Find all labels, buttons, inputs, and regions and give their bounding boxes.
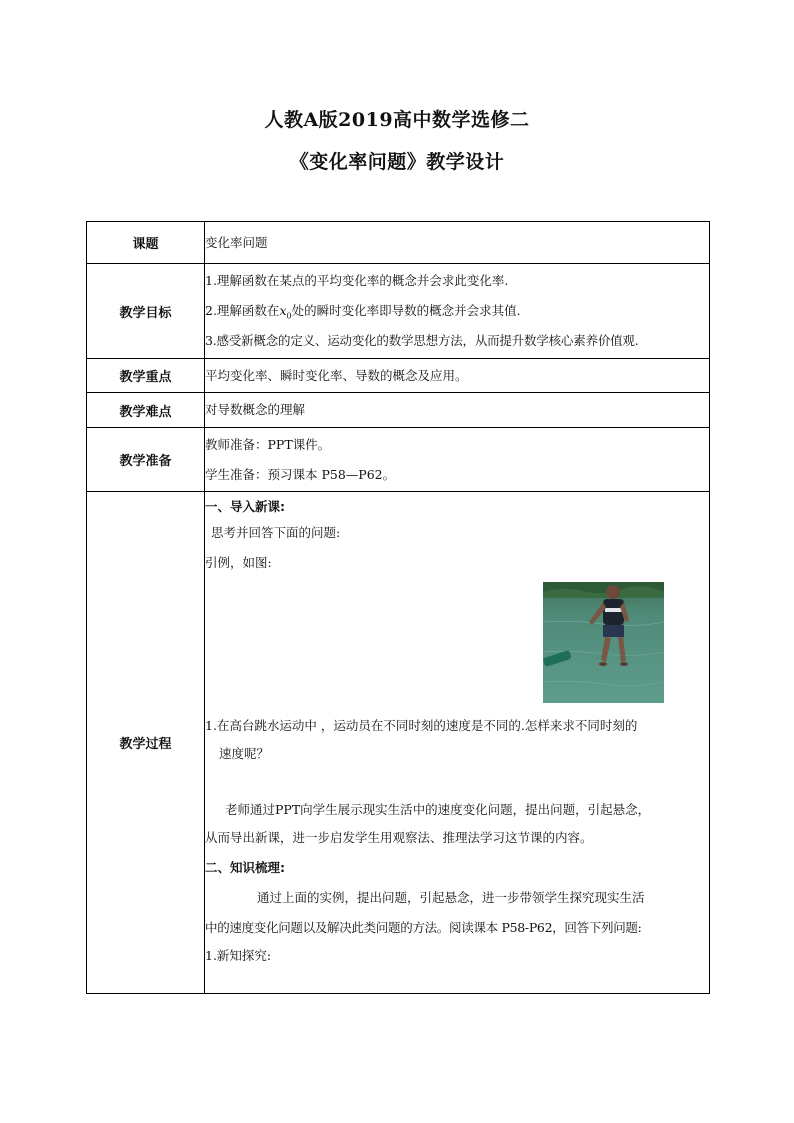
- paragraph-2-line-1: 通过上面的实例，提出问题，引起悬念，进一步带领学生探究现实生活: [257, 890, 645, 905]
- topic-label: 课题: [87, 222, 205, 264]
- process-content: [205, 492, 710, 994]
- prompt-text: 思考并回答下面的问题:: [211, 525, 341, 540]
- student-preparation: 学生准备：预习课本 P58—P62。: [205, 466, 396, 482]
- new-knowledge-item: 1.新知探究:: [205, 948, 272, 963]
- teacher-preparation: 教师准备：PPT课件。: [205, 436, 331, 452]
- lesson-plan-table: [86, 221, 710, 994]
- key-points-label: 教学重点: [87, 359, 205, 393]
- row-difficulty: [87, 393, 710, 428]
- section-1-heading: 一、导入新课:: [205, 499, 285, 514]
- goals-label: 教学目标: [87, 264, 205, 359]
- paragraph-1-line-2: 从而导出新课，进一步启发学生用观察法、推理法学习这节课的内容。: [205, 830, 593, 845]
- difficulty-label: 教学难点: [87, 393, 205, 428]
- row-key-points: [87, 359, 710, 393]
- process-label: 教学过程: [87, 492, 205, 994]
- preparation-label: 教学准备: [87, 428, 205, 492]
- goals-content: [205, 264, 710, 359]
- math-variable-x: x: [279, 303, 287, 318]
- document-subtitle: 《变化率问题》教学设计: [289, 151, 505, 173]
- diver-photo: [543, 582, 664, 703]
- section-2-heading: 二、知识梳理:: [205, 860, 285, 875]
- question-1-line-1: 1.在高台跳水运动中 ，运动员在不同时刻的速度是不同的.怎样来求不同时刻的: [205, 718, 638, 733]
- preparation-content: [205, 428, 710, 492]
- paragraph-1-line-1: 老师通过PPT向学生展示现实生活中的速度变化问题，提出问题，引起悬念，: [225, 802, 651, 817]
- row-goals: [87, 264, 710, 359]
- row-preparation: [87, 428, 710, 492]
- math-subscript-0: 0: [286, 311, 292, 321]
- difficulty-value: 对导数概念的理解: [205, 393, 710, 428]
- photo-area: [205, 578, 709, 713]
- goal-item-2: 2.理解函数在$x_0$处的瞬时变化率即导数的概念并会求其值.: [205, 303, 521, 321]
- goal-item-1: 1.理解函数在某点的平均变化率的概念并会求此变化率.: [205, 273, 509, 288]
- document-title: 人教A版2019高中数学选修二: [264, 109, 530, 131]
- goal-item-3: 3.感受新概念的定义、运动变化的数学思想方法，从而提升数学核心素养价值观.: [205, 333, 639, 348]
- example-text: 引例，如图:: [205, 555, 272, 570]
- row-process: [87, 492, 710, 994]
- topic-value: 变化率问题: [205, 222, 710, 264]
- paragraph-2-line-2: 中的速度变化问题以及解决此类问题的方法。阅读课本 P58-P62，回答下列问题:: [205, 920, 642, 935]
- key-points-value: 平均变化率、瞬时变化率、导数的概念及应用。: [205, 359, 710, 393]
- row-topic: [87, 222, 710, 264]
- question-1-line-2: 速度呢？: [219, 746, 270, 761]
